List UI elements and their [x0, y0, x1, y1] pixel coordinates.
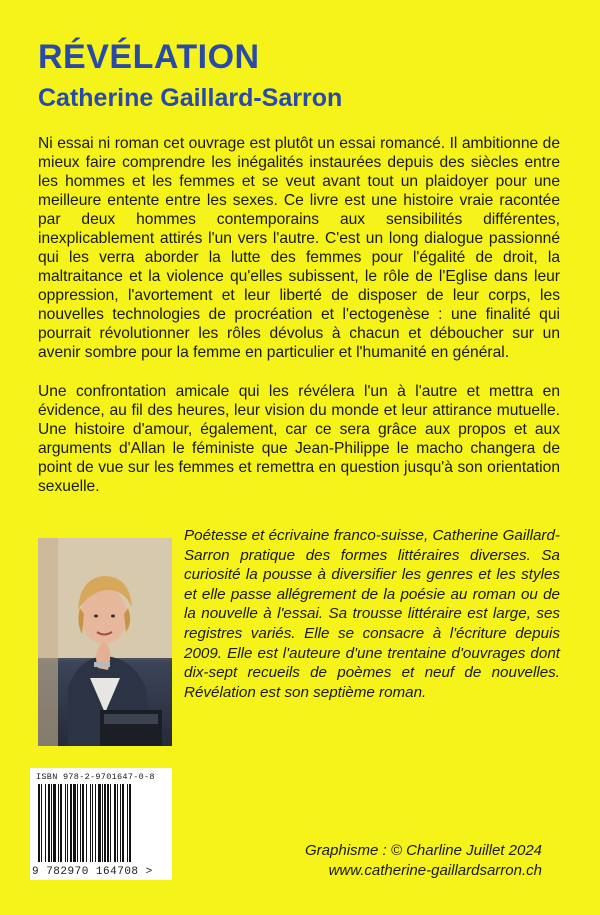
author-name: Catherine Gaillard-Sarron	[38, 84, 343, 112]
synopsis-paragraph-2: Une confrontation amicale qui les révélera l'un à l'autre et mettra en évidence, au fil des heures, leur vision du monde et leur attirance mutuelle. Une histoire d'amour, également, car ce sera grâce aux propos et aux arguments d'Allan le féministe que Jean-Philippe le macho changera de point de vue sur les femmes et remettra en question jusqu'à son orientation sexuelle.	[38, 383, 560, 495]
barcode-digits: 9 782970 164708 >	[32, 866, 153, 878]
isbn-label: ISBN 978-2-9701647-0-8	[36, 772, 155, 782]
author-photo	[38, 538, 172, 746]
author-website: www.catherine-gaillardsarron.ch	[328, 862, 542, 879]
book-title: RÉVÉLATION	[38, 38, 260, 76]
author-biography: Poétesse et écrivaine franco-suisse, Catherine Gaillard-Sarron pratique des formes littéraires diverses. Sa curiosité la pousse à diversifier les genres et les styles et elle passe allégrement de la poésie au roman ou de la nouvelle à l'essai. Sa trousse littéraire est large, ses registres variés. Elle se consacre à l'écriture depuis 2009. Elle est l'auteure d'une trentaine d'ouvrages dont dix-sept recueils de poèmes et neuf de nouvelles. Révélation est son septième roman.	[184, 527, 560, 701]
graphic-design-credit: Graphisme : © Charline Juillet 2024	[305, 842, 542, 859]
barcode-bars	[36, 784, 166, 862]
author-portrait-illustration	[38, 538, 172, 746]
synopsis-paragraph-1: Ni essai ni roman cet ouvrage est plutôt un essai romancé. Il ambitionne de mieux faire comprendre les inégalités instaurées depuis des siècles entre les hommes et les femmes et se veut avant tout un plaidoyer pour une meilleure entente entre les sexes. Ce livre est une histoire vraie racontée par deux hommes contemporains aux sensibilités différentes, inexplicablement attirés l'un vers l'autre. C'est un long dialogue passionné qui les verra aborder la lutte des femmes pour l'égalité de droit, la maltraitance et la violence qu'elles subissent, le rôle de l'Eglise dans leur oppression, l'avortement et leur liberté de disposer de leur corps, les nouvelles technologies de procréation et l'ectogenèse : une finalité qui pourrait révolutionner les rôles dévolus à chacun et déboucher sur un avenir sombre pour la femme en particulier et l'humanité en général.	[38, 135, 560, 361]
barcode	[30, 768, 172, 880]
